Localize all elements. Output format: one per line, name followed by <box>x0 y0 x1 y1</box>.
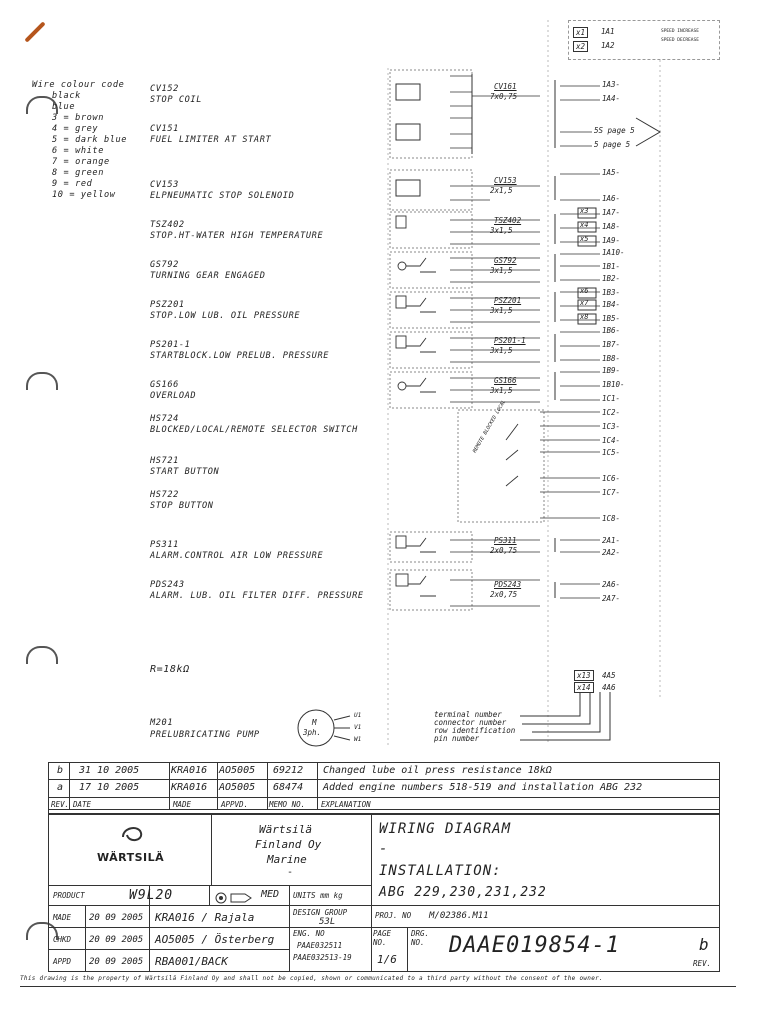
motor-letter: M <box>312 718 317 727</box>
made-by: KRA016 / Rajala <box>155 911 255 924</box>
rev-date: 31 10 2005 <box>79 765 140 776</box>
drawing-number: DAAE019854-1 <box>449 933 620 958</box>
terminal-label: 1C6- <box>602 474 621 483</box>
component-desc: START BUTTON <box>150 467 220 477</box>
component-desc: OVERLOAD <box>150 391 197 401</box>
component-tag: PDS243 <box>150 580 185 590</box>
cable-name: PSZ201 <box>494 296 522 305</box>
footer-rule <box>20 986 736 987</box>
wire-colour-item: 5 = dark blue <box>52 135 128 145</box>
terminal-label: 1B4- <box>602 300 621 309</box>
terminal-label: 1B1- <box>602 262 621 271</box>
speed-increase-label: SPEED INCREASE <box>661 29 699 34</box>
connector-label: x3 <box>580 207 589 215</box>
cable-name: PS201-1 <box>494 336 526 345</box>
rev-letter: a <box>57 782 64 793</box>
terminal-label: 1C2- <box>602 408 621 417</box>
terminal-label: 1A4- <box>602 94 621 103</box>
wire-colour-item: 7 = orange <box>52 157 110 167</box>
legend-pin-number: pin number <box>434 734 480 743</box>
motor-term-w1: W1 <box>354 736 362 743</box>
selector-position-text: REMOTE BLOCKED LOCAL <box>471 398 508 455</box>
cable-spec: 2x0,75 <box>490 546 518 555</box>
rev-letter: b <box>57 765 64 776</box>
rev-header-memo: MEMO NO. <box>269 800 306 809</box>
terminal-label: 1B10- <box>602 380 625 389</box>
terminal-label: 1A10- <box>602 248 625 257</box>
cable-spec: 3x1,5 <box>490 266 513 275</box>
made-date: 20 09 2005 <box>89 913 144 923</box>
speed-decrease-label: SPEED DECREASE <box>661 38 699 43</box>
cable-name: PS311 <box>494 536 517 545</box>
component-tag: HS724 <box>150 414 179 424</box>
cable-name: CV153 <box>494 176 517 185</box>
terminal-label: 2A1- <box>602 536 621 545</box>
rev-header-date: DATE <box>73 800 92 809</box>
terminal-label: 5 page 5 <box>594 140 631 149</box>
component-desc: BLOCKED/LOCAL/REMOTE SELECTOR SWITCH <box>150 425 358 435</box>
component-tag: CV153 <box>150 180 179 190</box>
rev-appvd: AO5005 <box>219 782 256 793</box>
wire-colour-item: 6 = white <box>52 146 104 156</box>
company-name-2: Finland Oy <box>255 838 322 851</box>
cable-spec: 2x1,5 <box>490 186 513 195</box>
wire-colour-item: black <box>52 91 81 101</box>
component-desc: STOP.LOW LUB. OIL PRESSURE <box>150 311 301 321</box>
motor-term-u1: U1 <box>354 712 362 719</box>
motor-phase: 3ph. <box>303 728 322 737</box>
product-value: W9L20 <box>129 888 174 903</box>
design-group-label: DESIGN GROUP <box>293 908 348 917</box>
wire-colour-item: blue <box>52 102 76 112</box>
rev-header-rev: REV. <box>51 800 70 809</box>
connector-x14: x14 <box>574 682 594 693</box>
component-desc: STOP BUTTON <box>150 501 214 511</box>
connector-x2: x2 <box>573 41 588 52</box>
terminal-label: 1C8- <box>602 514 621 523</box>
terminal-label: 1B7- <box>602 340 621 349</box>
cable-name: CV161 <box>494 82 517 91</box>
terminal-4a6: 4A6 <box>602 683 616 692</box>
connector-label: x8 <box>580 313 589 321</box>
cable-name: GS792 <box>494 256 517 265</box>
terminal-label: 1B5- <box>602 314 621 323</box>
component-tag: GS166 <box>150 380 179 390</box>
cable-name: TSZ402 <box>494 216 522 225</box>
legend-row-identification: row identification <box>434 726 516 735</box>
legend-connector-number: connector number <box>434 718 507 727</box>
rev-header-appvd: APPVD. <box>221 800 249 809</box>
component-desc: ALARM. LUB. OIL FILTER DIFF. PRESSURE <box>150 591 364 601</box>
terminal-1a2: 1A2 <box>601 41 615 50</box>
made-label: MADE <box>53 913 72 922</box>
wartsila-logo-text: WÄRTSILÄ <box>97 851 165 864</box>
terminal-label: 1C4- <box>602 436 621 445</box>
eng-no-label: ENG. NO <box>293 929 325 938</box>
wire-colour-item: 8 = green <box>52 168 104 178</box>
units-label: UNITS mm kg <box>293 891 343 900</box>
installation-value: ABG 229,230,231,232 <box>379 885 547 900</box>
component-tag: CV152 <box>150 84 179 94</box>
terminal-label: 1A9- <box>602 236 621 245</box>
rev-appvd: AO5005 <box>219 765 256 776</box>
wire-colour-item: 9 = red <box>52 179 93 189</box>
company-dash: - <box>287 867 294 878</box>
resistance-note: R=18kΩ <box>150 664 190 675</box>
page-value: 1/6 <box>377 953 397 966</box>
rev-made: KRA016 <box>171 782 208 793</box>
terminal-label: 1A5- <box>602 168 621 177</box>
company-name: Wärtsilä <box>259 823 312 836</box>
component-desc: ELPNEUMATIC STOP SOLENOID <box>150 191 295 201</box>
rev-explanation: Changed lube oil press resistance 18kΩ <box>323 765 552 776</box>
connector-label: x7 <box>580 299 589 307</box>
cable-spec: 7x0,75 <box>490 92 518 101</box>
connector-x1: x1 <box>573 27 588 38</box>
terminal-label: 1A7- <box>602 208 621 217</box>
appd-date: 20 09 2005 <box>89 957 144 967</box>
rev-header-expl: EXPLANATION <box>321 800 371 809</box>
rev-memo: 68474 <box>273 782 304 793</box>
rev-explanation: Added engine numbers 518-519 and installation ABG 232 <box>323 782 643 793</box>
terminal-label: 1C3- <box>602 422 621 431</box>
pump-tag: M201 <box>150 718 174 728</box>
page-label: PAGE NO. <box>373 929 392 947</box>
wartsila-logo-icon <box>119 823 147 845</box>
product-label: PRODUCT <box>53 891 85 900</box>
drawing-title-dash: - <box>379 841 389 857</box>
rev-made: KRA016 <box>171 765 208 776</box>
connector-label: x5 <box>580 235 589 243</box>
component-tag: TSZ402 <box>150 220 185 230</box>
terminal-label: 5S page 5 <box>594 126 635 135</box>
cable-spec: 3x1,5 <box>490 386 513 395</box>
chkd-label: CHKD <box>53 935 72 944</box>
terminal-label: 2A7- <box>602 594 621 603</box>
terminal-label: 1B6- <box>602 326 621 335</box>
cable-spec: 3x1,5 <box>490 226 513 235</box>
terminal-label: 1A6- <box>602 194 621 203</box>
terminal-label: 1B3- <box>602 288 621 297</box>
revision-label: REV. <box>693 959 712 968</box>
connector-label: x4 <box>580 221 589 229</box>
component-tag: PSZ201 <box>150 300 185 310</box>
rev-date: 17 10 2005 <box>79 782 140 793</box>
terminal-label: 1B2- <box>602 274 621 283</box>
cable-spec: 3x1,5 <box>490 306 513 315</box>
drawing-title: WIRING DIAGRAM <box>379 821 512 837</box>
eng-no-2: PAAE032513-19 <box>293 953 352 962</box>
terminal-label: 1A3- <box>602 80 621 89</box>
component-desc: FUEL LIMITER AT START <box>150 135 272 145</box>
med-label: MED <box>261 889 280 900</box>
component-desc: STOP COIL <box>150 95 202 105</box>
terminal-4a5: 4A5 <box>602 671 616 680</box>
wire-colour-item: 4 = grey <box>52 124 99 134</box>
component-desc: STOP.HT-WATER HIGH TEMPERATURE <box>150 231 324 241</box>
company-name-3: Marine <box>267 853 307 866</box>
motor-term-v1: V1 <box>354 724 362 731</box>
installation-label: INSTALLATION: <box>379 863 502 879</box>
connector-x13: x13 <box>574 670 594 681</box>
connector-label: x6 <box>580 287 589 295</box>
copyright-footer: This drawing is the property of Wärtsilä Finland Oy and shall not be copied, shown or communicated to a third party without the consent of the owner. <box>20 975 603 982</box>
terminal-label: 1B8- <box>602 354 621 363</box>
component-desc: STARTBLOCK.LOW PRELUB. PRESSURE <box>150 351 329 361</box>
cable-spec: 3x1,5 <box>490 346 513 355</box>
rev-memo: 69212 <box>273 765 304 776</box>
terminal-label: 1C7- <box>602 488 621 497</box>
drg-label: DRG. NO. <box>411 929 430 947</box>
eng-no-1: PAAE032511 <box>297 941 343 950</box>
component-tag: PS311 <box>150 540 179 550</box>
rev-header-made: MADE <box>173 800 192 809</box>
proj-value: M/02386.M11 <box>429 911 489 921</box>
component-desc: ALARM.CONTROL AIR LOW PRESSURE <box>150 551 324 561</box>
appd-label: APPD <box>53 957 72 966</box>
terminal-label: 2A6- <box>602 580 621 589</box>
med-icon <box>215 889 255 901</box>
chkd-by: AO5005 / Österberg <box>155 933 275 946</box>
legend-terminal-number: terminal number <box>434 710 502 719</box>
component-tag: HS722 <box>150 490 179 500</box>
component-tag: GS792 <box>150 260 179 270</box>
component-desc: TURNING GEAR ENGAGED <box>150 271 266 281</box>
pump-desc: PRELUBRICATING PUMP <box>150 730 260 740</box>
wire-colour-item: 3 = brown <box>52 113 104 123</box>
terminal-label: 1B9- <box>602 366 621 375</box>
terminal-label: 2A2- <box>602 548 621 557</box>
component-tag: CV151 <box>150 124 179 134</box>
design-group-value: 53L <box>319 917 336 927</box>
proj-label: PROJ. NO <box>375 911 412 920</box>
cable-name: GS166 <box>494 376 517 385</box>
revision-letter: b <box>699 935 709 954</box>
terminal-label: 1C1- <box>602 394 621 403</box>
title-block <box>48 762 720 972</box>
component-tag: HS721 <box>150 456 179 466</box>
terminal-label: 1C5- <box>602 448 621 457</box>
component-tag: PS201-1 <box>150 340 191 350</box>
wire-colour-title: Wire colour code <box>32 80 125 90</box>
chkd-date: 20 09 2005 <box>89 935 144 945</box>
cable-name: PDS243 <box>494 580 522 589</box>
wire-colour-item: 10 = yellow <box>52 190 116 200</box>
appd-by: RBA001/BACK <box>155 955 228 968</box>
cable-spec: 2x0,75 <box>490 590 518 599</box>
terminal-1a1: 1A1 <box>601 27 615 36</box>
terminal-label: 1A8- <box>602 222 621 231</box>
